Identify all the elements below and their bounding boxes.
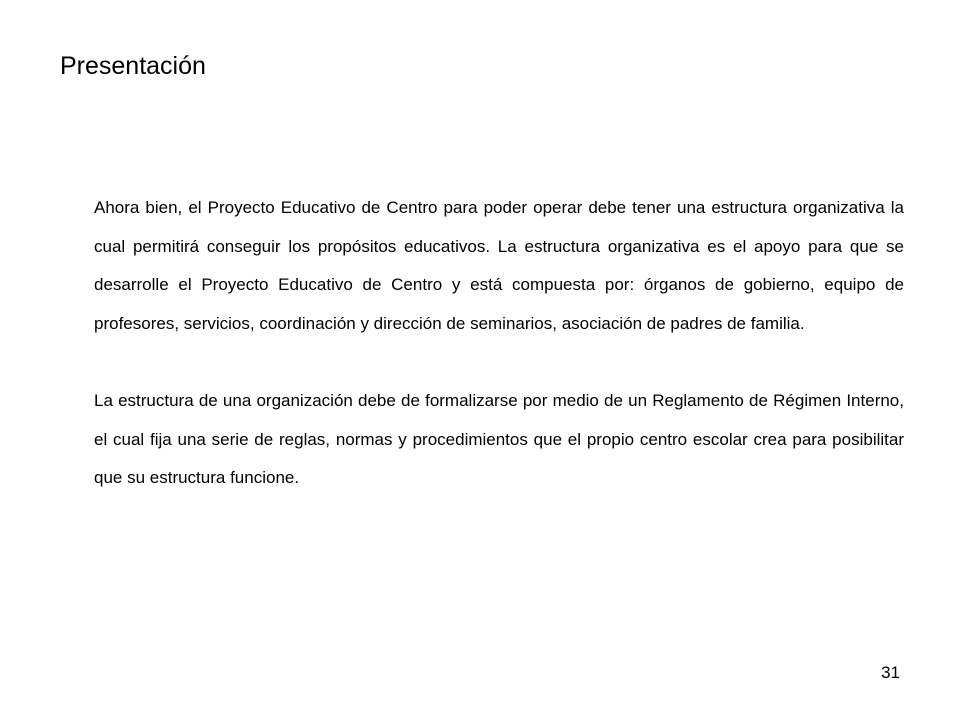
page-title: Presentación — [60, 52, 206, 80]
paragraph-reglamento: La estructura de una organización debe de formalizarse por medio de un Reglamento de Régimen Interno, el cual fija una serie de reglas, normas y procedimientos que el propio centro escolar crea para posibilitar que su estructura funcione. — [94, 391, 904, 487]
paragraph-estructura-organizativa: Ahora bien, el Proyecto Educativo de Centro para poder operar debe tener una estructura organizativa la cual permitirá conseguir los propósitos educativos. La estructura organizativa es el apoyo para que se desarrolle el Proyecto Educativo de Centro y está compuesta por: órganos de gobierno, equipo de profesores, servicios, coordinación y dirección de seminarios, asociación de padres de familia. — [94, 198, 904, 333]
page-number: 31 — [881, 663, 900, 682]
slide-body — [94, 189, 904, 498]
